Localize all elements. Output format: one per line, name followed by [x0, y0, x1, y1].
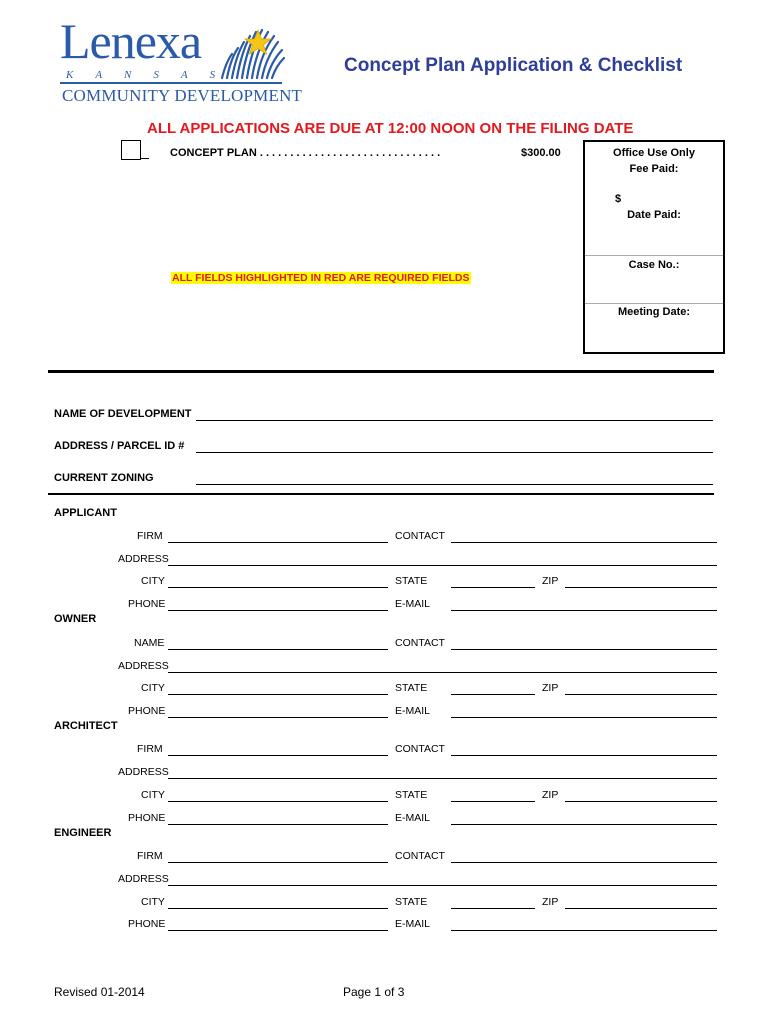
engineer-city-label: CITY — [141, 896, 165, 908]
engineer-contact-field[interactable] — [451, 862, 717, 863]
office-use-heading: Office Use Only — [613, 147, 695, 159]
section-divider — [48, 370, 714, 373]
engineer-contact-label: CONTACT — [395, 850, 445, 862]
current-zoning-field[interactable] — [196, 484, 713, 485]
owner-contact-label: CONTACT — [395, 637, 445, 649]
logo-grass-star-icon — [218, 24, 288, 80]
architect-email-field[interactable] — [451, 824, 717, 825]
architect-city-field[interactable] — [168, 801, 388, 802]
applicant-state-field[interactable] — [451, 587, 535, 588]
engineer-phone-label: PHONE — [128, 918, 166, 930]
checkbox-underline — [141, 158, 149, 159]
fee-paid-dollar: $ — [615, 193, 622, 205]
applicant-city-field[interactable] — [168, 587, 388, 588]
architect-city-label: CITY — [141, 789, 165, 801]
engineer-address-label: ADDRESS — [118, 873, 169, 885]
concept-plan-label: CONCEPT PLAN . . . . . . . . . . . . . . . . . . . . . . . . . . . . . . — [170, 147, 441, 159]
engineer-zip-label: ZIP — [542, 896, 559, 908]
required-fields-note: ALL FIELDS HIGHLIGHTED IN RED ARE REQUIRED FIELDS — [172, 272, 470, 284]
applicant-state-label: STATE — [395, 575, 428, 587]
owner-zip-field[interactable] — [565, 694, 717, 695]
owner-phone-field[interactable] — [168, 717, 388, 718]
applicant-address-field[interactable] — [168, 565, 717, 566]
applicant-contact-field[interactable] — [451, 542, 717, 543]
owner-city-label: CITY — [141, 682, 165, 694]
owner-city-field[interactable] — [168, 694, 388, 695]
address-parcel-label: ADDRESS / PARCEL ID # — [54, 440, 185, 452]
concept-plan-checkbox[interactable] — [121, 140, 141, 160]
owner-address-label: ADDRESS — [118, 660, 169, 672]
engineer-zip-field[interactable] — [565, 908, 717, 909]
due-notice: ALL APPLICATIONS ARE DUE AT 12:00 NOON ON THE FILING DATE — [147, 120, 634, 137]
logo-department: COMMUNITY DEVELOPMENT — [62, 86, 303, 105]
applicant-address-label: ADDRESS — [118, 553, 169, 565]
owner-email-field[interactable] — [451, 717, 717, 718]
owner-heading: OWNER — [54, 613, 97, 625]
applicant-firm-label: FIRM — [137, 530, 163, 542]
architect-email-label: E-MAIL — [395, 812, 431, 824]
case-no-label: Case No.: — [628, 259, 680, 271]
applicant-firm-field[interactable] — [168, 542, 388, 543]
office-divider — [585, 255, 723, 256]
applicant-city-label: CITY — [141, 575, 165, 587]
revision-note: Revised 01-2014 — [54, 985, 145, 999]
architect-address-label: ADDRESS — [118, 766, 169, 778]
meeting-date-label: Meeting Date: — [617, 306, 691, 318]
architect-heading: ARCHITECT — [54, 720, 118, 732]
architect-phone-label: PHONE — [128, 812, 166, 824]
engineer-state-label: STATE — [395, 896, 428, 908]
office-divider — [585, 303, 723, 304]
owner-name-label: NAME — [134, 637, 165, 649]
engineer-phone-field[interactable] — [168, 930, 388, 931]
architect-firm-field[interactable] — [168, 755, 388, 756]
applicant-zip-label: ZIP — [542, 575, 559, 587]
current-zoning-label: CURRENT ZONING — [54, 472, 154, 484]
office-use-box — [583, 140, 725, 354]
page-number: Page 1 of 3 — [343, 985, 405, 999]
document-title: Concept Plan Application & Checklist — [344, 55, 683, 76]
architect-contact-field[interactable] — [451, 755, 717, 756]
architect-state-field[interactable] — [451, 801, 535, 802]
engineer-email-label: E-MAIL — [395, 918, 431, 930]
applicant-phone-field[interactable] — [168, 610, 388, 611]
architect-zip-field[interactable] — [565, 801, 717, 802]
architect-phone-field[interactable] — [168, 824, 388, 825]
architect-state-label: STATE — [395, 789, 428, 801]
engineer-city-field[interactable] — [168, 908, 388, 909]
owner-contact-field[interactable] — [451, 649, 717, 650]
applicant-zip-field[interactable] — [565, 587, 717, 588]
architect-contact-label: CONTACT — [395, 743, 445, 755]
applicant-contact-label: CONTACT — [395, 530, 445, 542]
engineer-state-field[interactable] — [451, 908, 535, 909]
engineer-email-field[interactable] — [451, 930, 717, 931]
owner-zip-label: ZIP — [542, 682, 559, 694]
engineer-heading: ENGINEER — [54, 827, 112, 839]
architect-zip-label: ZIP — [542, 789, 559, 801]
fee-paid-label: Fee Paid: — [629, 163, 679, 175]
section-divider — [48, 493, 714, 495]
applicant-phone-label: PHONE — [128, 598, 166, 610]
date-paid-label: Date Paid: — [627, 209, 681, 221]
applicant-email-label: E-MAIL — [395, 598, 431, 610]
owner-state-label: STATE — [395, 682, 428, 694]
owner-email-label: E-MAIL — [395, 705, 431, 717]
architect-address-field[interactable] — [168, 778, 717, 779]
address-parcel-field[interactable] — [196, 452, 713, 453]
owner-state-field[interactable] — [451, 694, 535, 695]
engineer-address-field[interactable] — [168, 885, 717, 886]
logo-state: KANSAS — [66, 69, 238, 81]
development-name-field[interactable] — [196, 420, 713, 421]
logo-wordmark: Lenexa — [60, 13, 202, 69]
engineer-firm-label: FIRM — [137, 850, 163, 862]
owner-phone-label: PHONE — [128, 705, 166, 717]
logo-rule — [60, 82, 282, 84]
applicant-heading: APPLICANT — [54, 507, 117, 519]
concept-plan-fee: $300.00 — [521, 147, 561, 159]
architect-firm-label: FIRM — [137, 743, 163, 755]
engineer-firm-field[interactable] — [168, 862, 388, 863]
applicant-email-field[interactable] — [451, 610, 717, 611]
owner-address-field[interactable] — [168, 672, 717, 673]
development-name-label: NAME OF DEVELOPMENT — [54, 408, 192, 420]
owner-name-field[interactable] — [168, 649, 388, 650]
